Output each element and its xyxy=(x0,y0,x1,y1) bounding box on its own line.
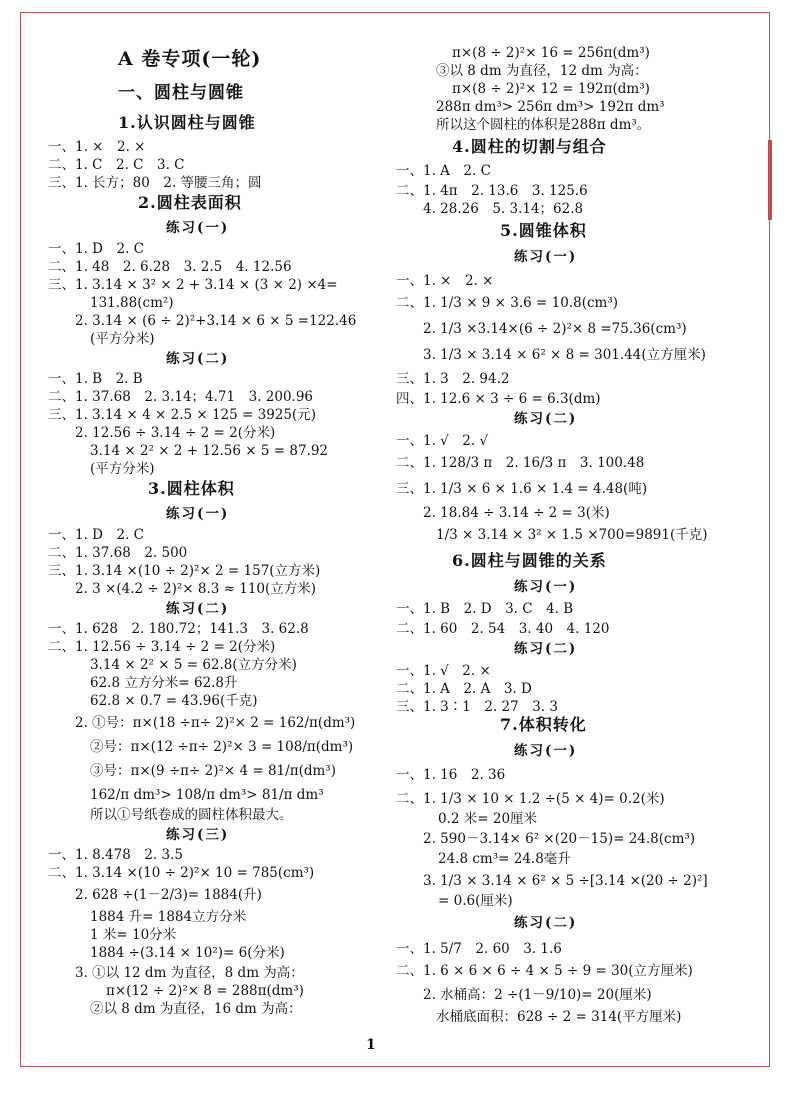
exercise-heading: 练习(一) xyxy=(514,743,578,759)
answer-line: 162/π dm³> 108/π dm³> 81/π dm³ xyxy=(90,787,324,803)
answer-line: 三、1. 3.14 ×(10 ÷ 2)²× 2 = 157(立方米) xyxy=(48,563,321,579)
answer-line: 一、1. 16 2. 36 xyxy=(396,767,506,783)
answer-line: 二、1. A 2. A 3. D xyxy=(396,681,532,697)
answer-line: 3. ①以 12 dm 为直径，8 dm 为高： xyxy=(75,965,304,981)
answer-line: 24.8 cm³= 24.8毫升 xyxy=(438,851,571,867)
answer-line: 一、1. √ 2. √ xyxy=(396,433,489,449)
section-heading: 4.圆柱的切割与组合 xyxy=(452,137,607,156)
answer-line: π×(8 ÷ 2)²× 12 = 192π(dm³) xyxy=(452,81,650,97)
answer-line: 一、1. B 2. B xyxy=(48,371,143,387)
answer-line: 一、1. A 2. C xyxy=(396,163,491,179)
answer-line: 二、1. 60 2. 54 3. 40 4. 120 xyxy=(396,621,610,637)
answer-line: 一、1. D 2. C xyxy=(48,241,144,257)
section-heading: 6.圆柱与圆锥的关系 xyxy=(452,551,607,570)
exercise-heading: 练习(一) xyxy=(514,579,578,595)
answer-line: 0.2 米= 20厘米 xyxy=(438,811,538,827)
answer-line: 三、1. 长方；80 2. 等腰三角；圆 xyxy=(48,175,262,191)
answer-line: 二、1. 48 2. 6.28 3. 2.5 4. 12.56 xyxy=(48,259,292,275)
answer-line: 一、1. D 2. C xyxy=(48,527,144,543)
section-heading: 3.圆柱体积 xyxy=(148,479,235,498)
answer-line: 三、1. 3∶1 2. 27 3. 3 xyxy=(396,699,558,715)
answer-line: 一、1. 5/7 2. 60 3. 1.6 xyxy=(396,941,562,957)
answer-line: (平方分米) xyxy=(90,461,155,477)
answer-line: 2. 12.56 ÷ 3.14 ÷ 2 = 2(分米) xyxy=(75,425,276,441)
page-number: 1 xyxy=(366,1037,376,1053)
page-title: A 卷专项(一轮) xyxy=(118,48,262,70)
exercise-heading: 练习(三) xyxy=(166,827,230,843)
answer-line: 二、1. 12.56 ÷ 3.14 ÷ 2 = 2(分米) xyxy=(48,639,276,655)
answer-line: 2. 3 ×(4.2 ÷ 2)²× 8.3 ≈ 110(立方米) xyxy=(75,581,317,597)
answer-line: = 0.6(厘米) xyxy=(438,893,513,909)
section-heading: 2.圆柱表面积 xyxy=(138,193,242,212)
answer-line: 1884 升= 1884立方分米 xyxy=(90,909,247,925)
answer-line: 二、1. 4π 2. 13.6 3. 125.6 xyxy=(396,183,588,199)
section-heading: 5.圆锥体积 xyxy=(500,221,587,240)
answer-line: 所以这个圆柱的体积是288π dm³。 xyxy=(436,117,651,133)
answer-line: 2. ①号：π×(18 ÷π÷ 2)²× 2 = 162/π(dm³) xyxy=(75,715,356,731)
answer-line: 二、1. 6 × 6 × 6 ÷ 4 × 5 ÷ 9 = 30(立方厘米) xyxy=(396,963,693,979)
answer-line: ②以 8 dm 为直径，16 dm 为高： xyxy=(90,1001,302,1017)
answer-line: 1/3 × 3.14 × 3² × 1.5 ×700=9891(千克) xyxy=(436,527,708,543)
answer-line: 二、1. 37.68 2. 3.14；4.71 3. 200.96 xyxy=(48,389,314,405)
answer-line: 3.14 × 2² × 5 = 62.8(立方分米) xyxy=(90,657,297,673)
exercise-heading: 练习(二) xyxy=(166,601,230,617)
answer-line: 一、1. √ 2. × xyxy=(396,663,491,679)
answer-line: 二、1. 1/3 × 10 × 1.2 ÷(5 × 4)= 0.2(米) xyxy=(396,791,665,807)
answer-line: 131.88(cm²) xyxy=(90,295,174,311)
answer-line: 一、1. × 2. × xyxy=(396,273,494,289)
exercise-heading: 练习(一) xyxy=(514,249,578,265)
answer-line: 1 米= 10分米 xyxy=(90,927,177,943)
answer-line: 二、1. 37.68 2. 500 xyxy=(48,545,188,561)
answer-line: 2. 590－3.14× 6² ×(20－15)= 24.8(cm³) xyxy=(423,831,696,847)
answer-line: ③以 8 dm 为直径，12 dm 为高： xyxy=(436,63,648,79)
answer-line: 所以①号纸卷成的圆柱体积最大。 xyxy=(90,807,293,823)
answer-line: ③号：π×(9 ÷π÷ 2)²× 4 = 81/π(dm³) xyxy=(90,763,336,779)
answer-line: 三、1. 3.14 × 3² × 2 + 3.14 × (3 × 2) ×4= xyxy=(48,277,338,293)
exercise-heading: 练习(二) xyxy=(514,915,578,931)
exercise-heading: 练习(一) xyxy=(166,220,230,236)
answer-line: 62.8 × 0.7 = 43.96(千克) xyxy=(90,693,258,709)
answer-line: 1884 ÷(3.14 × 10²)= 6(分米) xyxy=(90,945,285,961)
answer-line: 2. 1/3 ×3.14×(6 ÷ 2)²× 8 =75.36(cm³) xyxy=(423,321,687,337)
exercise-heading: 练习(二) xyxy=(166,351,230,367)
answer-line: 一、1. B 2. D 3. C 4. B xyxy=(396,601,574,617)
answer-line: 一、1. 8.478 2. 3.5 xyxy=(48,847,183,863)
answer-line: ②号：π×(12 ÷π÷ 2)²× 3 = 108/π(dm³) xyxy=(90,739,354,755)
answer-line: 62.8 立方分米= 62.8升 xyxy=(90,675,238,691)
answer-line: 水桶底面积：628 ÷ 2 = 314(平方厘米) xyxy=(436,1009,682,1025)
chapter-heading: 一、圆柱与圆锥 xyxy=(118,83,244,103)
exercise-heading: 练习(一) xyxy=(166,506,230,522)
answer-line: (平方分米) xyxy=(90,331,155,347)
answer-line: π×(12 ÷ 2)²× 8 = 288π(dm³) xyxy=(106,983,304,999)
edge-marker xyxy=(768,140,772,220)
section-heading: 7.体积转化 xyxy=(500,715,587,734)
answer-line: 3. 1/3 × 3.14 × 6² × 8 = 301.44(立方厘米) xyxy=(423,347,706,363)
answer-line: 2. 628 ÷(1－2/3)= 1884(升) xyxy=(75,887,262,903)
answer-line: 288π dm³> 256π dm³> 192π dm³ xyxy=(436,99,665,115)
answer-line: 3. 1/3 × 3.14 × 6² × 5 ÷[3.14 ×(20 ÷ 2)²] xyxy=(423,873,708,889)
section-heading: 1.认识圆柱与圆锥 xyxy=(118,113,256,132)
answer-line: 二、1. 3.14 ×(10 ÷ 2)²× 10 = 785(cm³) xyxy=(48,865,315,881)
answer-line: 二、1. C 2. C 3. C xyxy=(48,157,185,173)
answer-line: 三、1. 3.14 × 4 × 2.5 × 125 = 3925(元) xyxy=(48,407,317,423)
answer-line: π×(8 ÷ 2)²× 16 = 256π(dm³) xyxy=(452,45,650,61)
answer-line: 三、1. 1/3 × 6 × 1.6 × 1.4 = 4.48(吨) xyxy=(396,481,648,497)
answer-line: 一、1. 628 2. 180.72；141.3 3. 62.8 xyxy=(48,621,309,637)
answer-line: 2. 3.14 × (6 ÷ 2)²+3.14 × 6 × 5 =122.46 xyxy=(75,313,357,329)
answer-line: 二、1. 128/3 π 2. 16/3 π 3. 100.48 xyxy=(396,455,645,471)
answer-line: 3.14 × 2² × 2 + 12.56 × 5 = 87.92 xyxy=(90,443,329,459)
answer-line: 四、1. 12.6 × 3 ÷ 6 = 6.3(dm) xyxy=(396,391,601,407)
answer-line: 2. 水桶高：2 ÷(1－9/10)= 20(厘米) xyxy=(423,987,652,1003)
answer-line: 4. 28.26 5. 3.14；62.8 xyxy=(423,201,584,217)
answer-line: 2. 18.84 ÷ 3.14 ÷ 2 = 3(米) xyxy=(423,505,610,521)
exercise-heading: 练习(二) xyxy=(514,411,578,427)
exercise-heading: 练习(二) xyxy=(514,641,578,657)
answer-line: 一、1. × 2. × xyxy=(48,139,146,155)
answer-line: 三、1. 3 2. 94.2 xyxy=(396,371,510,387)
answer-line: 二、1. 1/3 × 9 × 3.6 = 10.8(cm³) xyxy=(396,295,619,311)
